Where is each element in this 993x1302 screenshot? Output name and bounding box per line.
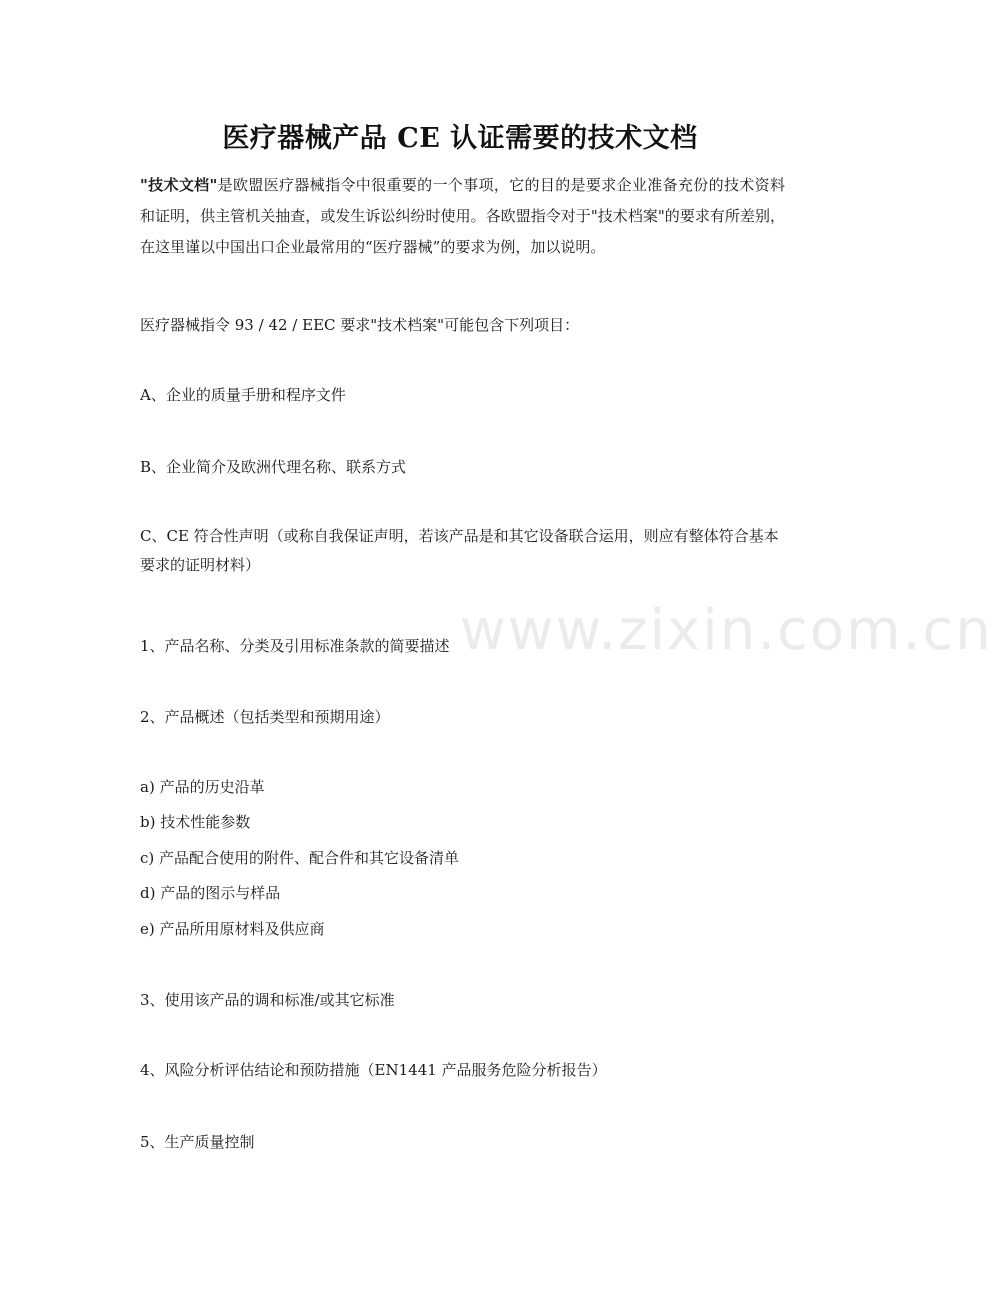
watermark: www.zixin.com.cn bbox=[460, 598, 993, 663]
sub-item-b: b) 技术性能参数 bbox=[140, 813, 251, 831]
intro-bold-lead: "技术文档" bbox=[140, 176, 218, 194]
list-item-c-upper: C、CE 符合性声明（或称自我保证声明，若该产品是和其它设备联合运用，则应有整体符合基本要求的证明材料） bbox=[140, 527, 779, 574]
intro-text: 是欧盟医疗器械指令中很重要的一个事项，它的目的是要求企业准备充份的技术资料和证明，供主管机关抽查，或发生诉讼纠纷时使用。各欧盟指令对于"技术档案"的要求有所差别，在这里谨以中国出口企业最常用的“医疗器械”的要求为例，加以说明。 bbox=[140, 176, 785, 256]
list-item-a-upper: A、企业的质量手册和程序文件 bbox=[140, 386, 346, 404]
sub-item-d: d) 产品的图示与样品 bbox=[140, 884, 281, 902]
sub-item-a: a) 产品的历史沿革 bbox=[140, 778, 265, 796]
page-title: 医疗器械产品 CE 认证需要的技术文档 bbox=[222, 123, 698, 154]
list-item-2: 2、产品概述（包括类型和预期用途） bbox=[140, 708, 390, 726]
intro-paragraph bbox=[140, 170, 785, 263]
list-item-4: 4、风险分析评估结论和预防措施（EN1441 产品服务危险分析报告） bbox=[140, 1061, 607, 1079]
sub-item-e: e) 产品所用原材料及供应商 bbox=[140, 920, 325, 938]
list-item-3: 3、使用该产品的调和标准/或其它标准 bbox=[140, 991, 395, 1009]
sub-item-c: c) 产品配合使用的附件、配合件和其它设备清单 bbox=[140, 849, 460, 867]
list-item-5: 5、生产质量控制 bbox=[140, 1133, 255, 1151]
directive-line: 医疗器械指令 93 / 42 / EEC 要求"技术档案"可能包含下列项目： bbox=[140, 316, 580, 334]
list-item-b-upper: B、企业简介及欧洲代理名称、联系方式 bbox=[140, 458, 407, 476]
list-item-1: 1、产品名称、分类及引用标准条款的简要描述 bbox=[140, 637, 450, 655]
